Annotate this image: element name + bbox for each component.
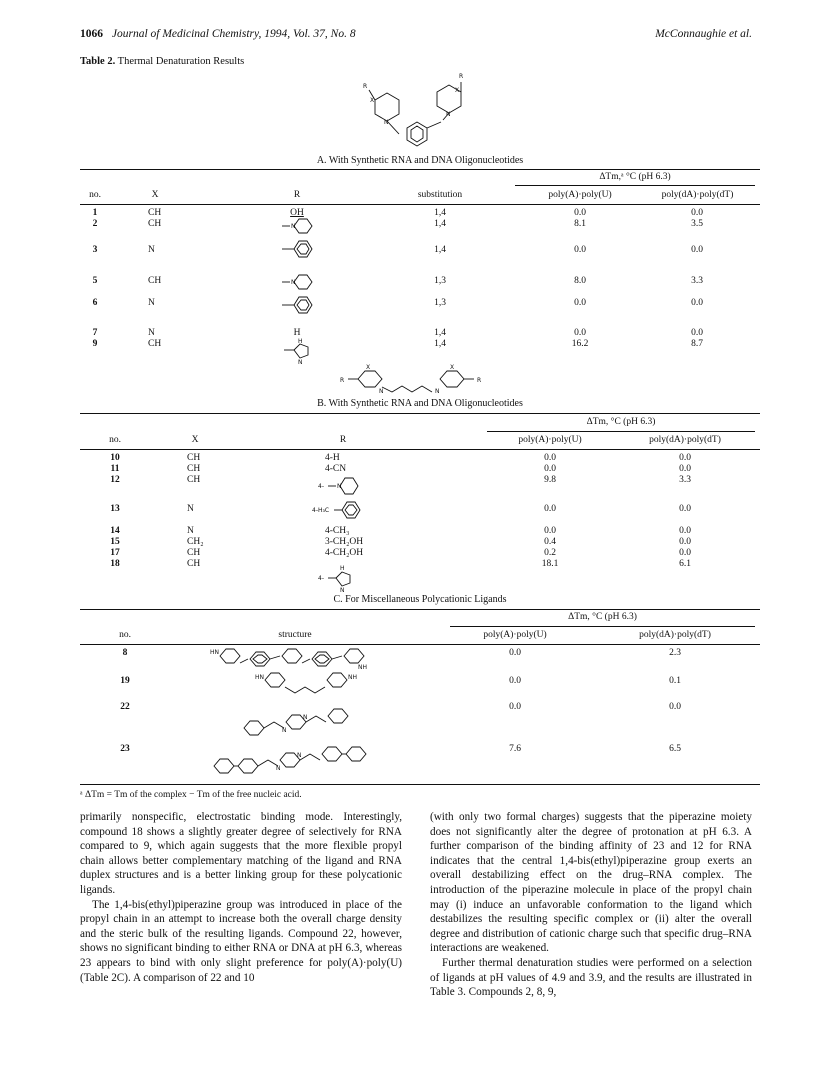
row-x: N [148,298,155,308]
row-structure-22 [240,708,380,740]
section-a-title: A. With Synthetic RNA and DNA Oligonucleotides [316,155,524,166]
row-no: 18 [110,559,120,569]
rule-b-head [80,449,760,450]
section-a-col-substitution: substitution [417,190,463,200]
row-dna: 0.0 [679,548,691,558]
journal-citation: Journal of Medicinal Chemistry, 1994, Vol. 37, No. 8 [111,28,356,40]
row-no: 3 [92,245,98,255]
row-rna: 0.0 [574,245,586,255]
scheme-b-x-left: X [366,364,371,371]
n-label: N [276,765,281,772]
row-no: 17 [110,548,120,558]
row-no: 9 [92,339,98,349]
row-dna: 3.3 [691,276,703,286]
row-no: 2 [92,219,98,229]
body-right-paragraph-2: Further thermal denaturation studies were performed on a selection of ligands at pH values of 4.9 and 3.9, and the results are illustrated in Table 3. Compounds 2, 8, 9, [430,956,752,999]
row-x: CH [148,208,162,218]
row-dna: 0.0 [679,504,691,514]
section-b-span-header: ΔTm, °C (pH 6.3) [586,417,656,427]
section-c-span-header: ΔTm, °C (pH 6.3) [568,612,637,622]
body-left-paragraph-2: The 1,4-bis(ethyl)piperazine group was introduced in place of the propyl chain in an attempt to increase both the overall charge density and the steric bulk of the resulting ligands. Compound 22, however, shows no significant binding to either RNA or DNA at pH 6.3, whereas 23 appears to bind with only slight preference for poly(A)·poly(U) (Table 2C). A comparison of 22 and 10 [80,898,402,984]
scheme-b-n-right: N [435,388,440,395]
scheme-b-n-left: N [379,388,384,395]
row-rna: 8.1 [574,219,586,229]
row-substitution: 1,3 [434,298,446,308]
row-substitution: 1,3 [434,276,446,286]
row-dna: 0.0 [691,298,703,308]
section-a-col-dna: poly(dA)·poly(dT) [661,190,734,200]
row-rna: 0.0 [574,328,586,338]
row-rna: 0.0 [509,676,521,686]
hn-label: HN [255,674,264,681]
section-b-col-rna: poly(A)·poly(U) [518,435,582,445]
row-r: 4-H [325,453,340,463]
row-r: 3-CH₂OH [325,537,364,547]
row-substitution: 1,4 [434,219,446,229]
scheme-b-r-left: R [340,377,345,384]
running-header-authors: McConnaughie et al. [655,28,752,40]
body-left-paragraph-1: primarily nonspecific, electrostatic binding mode. Interestingly, compound 18 shows a slightly greater degree of selectively for RNA compared to 9, which again suggests that the more flexible propyl chain allows better complementary matching of the ligand and RNA duplex structures and is a better linking group for these polycationic ligands. [80,811,402,896]
row-r-imidazolyl [284,338,314,364]
row-x: CH [148,276,162,286]
section-b-col-r: R [339,435,347,445]
section-a-col-rna: poly(A)·poly(U) [548,190,612,200]
row-r-pyrimidinyl [282,292,314,318]
row-r-4-piperidinyl [318,474,362,496]
row-substitution: 1,4 [434,328,446,338]
row-dna: 0.0 [679,464,691,474]
row-dna: 0.0 [679,453,691,463]
rule-c-head [80,644,760,645]
section-a-col-r: R [293,190,301,200]
row-dna: 3.3 [679,475,691,485]
row-substitution: 1,4 [434,208,446,218]
row-no: 6 [92,298,98,308]
row-structure-19 [255,670,365,700]
pos-label: 4- [318,483,324,490]
row-r-tolyl [312,499,368,521]
row-dna: 6.5 [669,744,681,754]
h-label: H [340,565,345,572]
rule-table-bottom [80,784,760,785]
row-r-piperidinyl [282,216,314,236]
row-x: CH [187,559,201,569]
row-x: CH [187,453,201,463]
scheme-a-r-left: R [363,83,368,90]
row-rna: 0.0 [544,504,556,514]
rule-a-top [80,169,760,170]
row-no: 19 [120,676,130,686]
row-substitution: 1,4 [434,339,446,349]
row-substitution: 1,4 [434,245,446,255]
row-r-4-imidazolyl [318,565,358,594]
h-label: H [298,338,303,345]
section-a-col-no: no. [89,190,101,200]
row-rna: 7.6 [509,744,521,754]
row-r: H [293,328,301,338]
row-x: N [148,328,155,338]
row-rna: 0.0 [509,648,521,658]
section-c-col-structure: structure [278,630,312,640]
row-x: CH [187,464,201,474]
row-dna: 0.0 [669,702,681,712]
table-footnote: ᵃ ΔTm = Tm of the complex − Tm of the free nucleic acid. [80,790,302,800]
nh-label: NH [348,674,357,681]
row-structure-23 [210,738,410,778]
row-no: 13 [110,504,120,514]
row-x: CH [187,548,201,558]
row-r-piperidinyl [282,272,314,292]
n-label: N [303,714,308,721]
section-a-col-x: X [151,190,159,200]
section-b-col-dna: poly(dA)·poly(dT) [649,435,721,445]
row-dna: 0.0 [679,537,691,547]
row-rna: 0.0 [544,453,556,463]
rule-a-head [80,204,760,205]
section-b-col-x: X [191,435,199,445]
row-x: CH [148,219,162,229]
row-dna: 0.0 [691,208,703,218]
row-x: CH₂ [187,537,204,547]
row-x: N [187,526,194,536]
row-rna: 0.4 [544,537,556,547]
row-rna: 0.0 [544,526,556,536]
row-no: 22 [120,702,130,712]
n-label: N [291,223,296,230]
rule-c-span [450,626,755,627]
hn-label: HN [210,649,219,656]
section-c-col-dna: poly(dA)·poly(dT) [639,630,711,640]
body-right-paragraph-1: (with only two formal charges) suggests that the piperazine moiety does not significantly alter the degree of protonation at pH 6.3. A further comparison of the binding affinity of 23 and 12 for RNA indicates that the central 1,4-bis(ethyl)piperazine group exerts an overall destabilizing effect on the drug–RNA complex. The introduction of the piperazine molecule in place of the propyl chain may (i) induce an unfavorable conformation to the ligand which destabilizes the resulting specific complex or (ii) alter the overall degree and distribution of cationic charge such that specific drug–RNA interactions are weakened. [430,811,752,955]
n-label: N [291,279,296,286]
section-c-col-no: no. [119,630,131,640]
row-dna: 2.3 [669,648,681,658]
scheme-b-r-right: R [477,377,482,384]
section-b-col-no: no. [109,435,121,445]
row-no: 10 [110,453,120,463]
row-x: CH [148,339,162,349]
row-dna: 0.0 [691,245,703,255]
row-r: OH [290,208,304,218]
row-dna: 0.0 [679,526,691,536]
row-rna: 0.2 [544,548,556,558]
row-no: 11 [110,464,120,474]
row-no: 8 [122,648,128,658]
table-label: Table 2. [80,56,116,67]
h3c-label: 4-H₃C [312,507,330,514]
row-rna: 0.0 [544,464,556,474]
row-dna: 0.0 [691,328,703,338]
table-caption [80,56,244,67]
row-dna: 0.1 [669,676,681,686]
body-column-left [80,810,402,985]
section-b-title: B. With Synthetic RNA and DNA Oligonucleotides [317,398,523,409]
page-number: 1066 [80,28,103,40]
scheme-a-x-right: X [455,87,460,94]
row-no: 23 [120,744,130,754]
scheme-b-structure [340,365,490,397]
row-dna: 6.1 [679,559,691,569]
n-label: N [340,587,345,594]
row-r: 4-CN [325,464,347,474]
scheme-a-r-right: R [459,73,464,80]
row-rna: 0.0 [574,298,586,308]
row-r-pyrimidinyl [282,236,314,262]
row-structure-8 [210,644,410,672]
row-rna: 18.1 [541,559,559,569]
scheme-a-structure [355,62,485,152]
row-no: 14 [110,526,120,536]
n-label: N [298,359,303,366]
scheme-a-n-left: N [384,119,389,126]
row-x: CH [187,475,201,485]
row-no: 12 [110,475,120,485]
row-rna: 0.0 [574,208,586,218]
table-title: Thermal Denaturation Results [117,56,245,67]
scheme-b-x-right: X [450,364,455,371]
rule-c-top [80,609,760,610]
n-label: N [282,727,287,734]
row-no: 7 [92,328,98,338]
row-x: N [148,245,155,255]
row-dna: 3.5 [691,219,703,229]
body-column-right [430,810,752,1000]
row-no: 5 [92,276,98,286]
rule-a-span [515,185,755,186]
section-a-span-header: ΔTm,ᵃ °C (pH 6.3) [599,172,671,182]
row-r: 4-CH₂OH [325,548,364,558]
row-r: 4-CH₃ [325,526,350,536]
rule-b-span [487,431,755,432]
running-header-left [80,28,356,40]
scheme-a-n-right: N [446,111,451,118]
row-no: 15 [110,537,120,547]
section-c-col-rna: poly(A)·poly(U) [483,630,547,640]
row-x: N [187,504,194,514]
row-dna: 8.7 [691,339,703,349]
n-label: N [297,752,302,759]
nh-label: NH [358,664,367,671]
pos-label: 4- [318,575,324,582]
row-rna: 9.8 [544,475,556,485]
row-no: 1 [92,208,98,218]
row-rna: 8.0 [574,276,586,286]
row-rna: 0.0 [509,702,521,712]
row-rna: 16.2 [571,339,589,349]
scheme-a-x-left: X [370,97,375,104]
rule-b-top [80,413,760,414]
section-c-title: C. For Miscellaneous Polycationic Ligands [333,594,507,605]
n-label: N [337,483,342,490]
